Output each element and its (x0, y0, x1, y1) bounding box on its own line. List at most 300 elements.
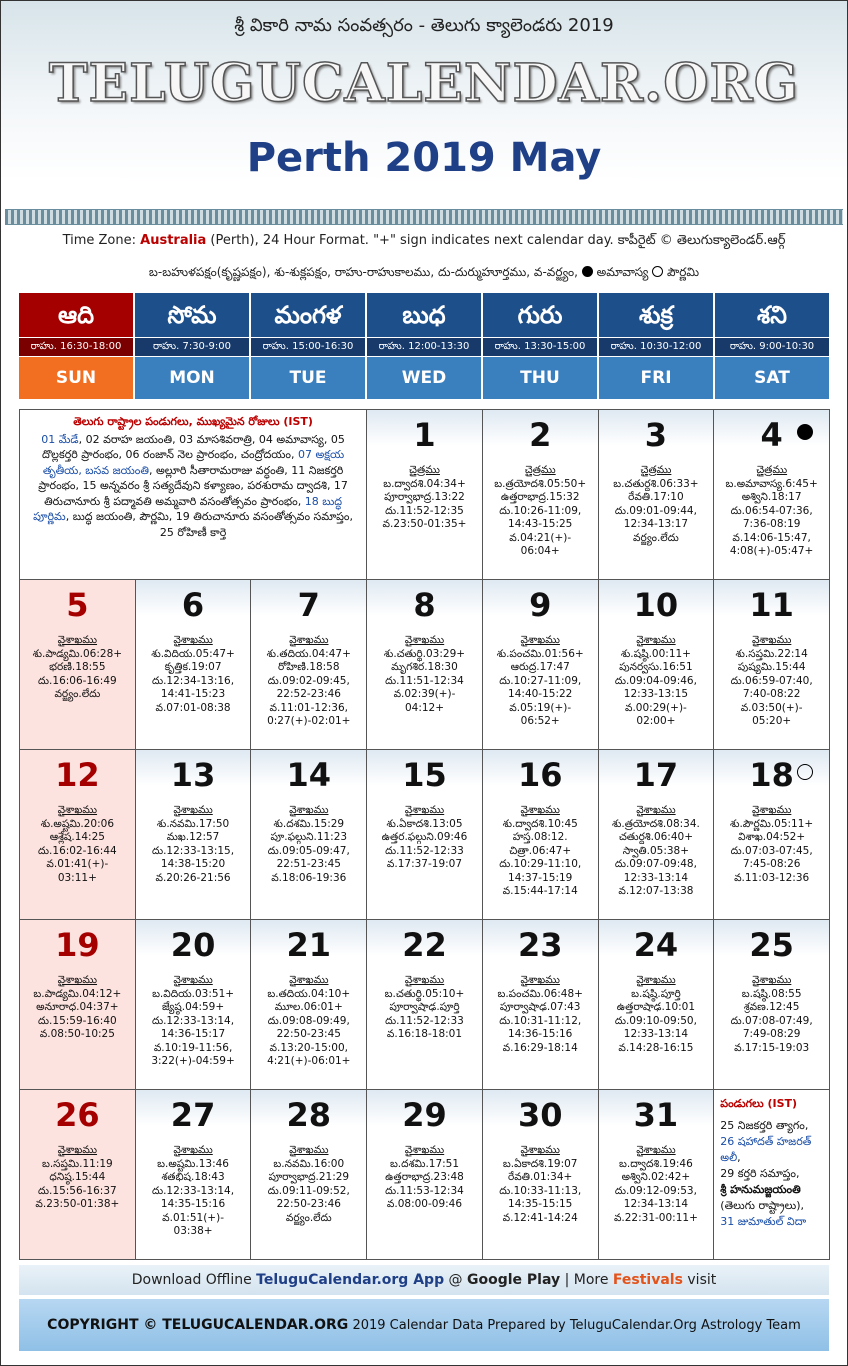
panchang-line: కృత్తిక.19:07 (164, 661, 222, 673)
panchang-info (138, 974, 249, 1069)
day-number: 15 (402, 756, 447, 794)
panchang-info (253, 1144, 364, 1225)
day-cell[interactable] (136, 750, 252, 920)
side-festival-item: (తెలుగు రాష్ట్రాలు), (720, 1199, 804, 1212)
panchang-line: శు.విదియ.05:47+ (151, 647, 235, 660)
day-cell[interactable] (367, 750, 483, 920)
day-cell[interactable] (251, 580, 367, 750)
day-number: 27 (170, 1096, 216, 1134)
panchang-line: దు.09:05-09:47, (267, 844, 350, 857)
panchang-line: 7:36-08:19 (742, 518, 801, 530)
month-name: వైశాఖము (289, 634, 329, 646)
day-cell[interactable] (136, 920, 252, 1090)
day-number: 7 (297, 586, 320, 624)
panchang-line: దు.11:53-12:34 (385, 1184, 464, 1197)
panchang-line: ఉత్తరాభాద్ర.23:48 (385, 1171, 464, 1183)
panchang-line: 03:11+ (57, 871, 97, 884)
side-festival-item: శ్రీ హనుమజ్జయంతి (720, 1183, 801, 1196)
day-cell[interactable] (714, 580, 830, 750)
panchang-line: 4:08(+)-05:47+ (729, 545, 814, 557)
legend-purnima: పౌర్ణమి (667, 265, 700, 279)
day-cell[interactable] (483, 580, 599, 750)
panchang-line: జ్యేష్ఠ.04:59+ (161, 1001, 225, 1013)
download-banner (19, 1265, 829, 1295)
footer-text: Download Offline (131, 1272, 257, 1288)
panchang-line: అశ్విని.02:42+ (621, 1171, 691, 1183)
panchang-line: బ.చతుర్దశి.06:33+ (613, 477, 699, 490)
credit-text: 2019 Calendar Data Prepared by TeluguCalendar.Org Astrology Team (348, 1318, 801, 1333)
panchang-line: 22:50-23:46 (276, 1198, 341, 1210)
day-cell[interactable] (599, 410, 715, 580)
panchang-line: చతుర్దశి.06:40+ (618, 831, 694, 843)
panchang-line: వ.11:01-12:36, (269, 701, 348, 714)
panchang-line: శు.చతుర్థి.03:29+ (383, 647, 466, 660)
full-moon-icon (797, 764, 813, 783)
panchang-line: 03:38+ (173, 1225, 213, 1237)
day-number: 26 (55, 1096, 100, 1134)
panchang-line: వర్జ్యం.లేదు (633, 531, 679, 544)
day-cell[interactable] (714, 920, 830, 1090)
day-number: 4 (760, 416, 783, 454)
panchang-line: దు.07:08-07:49, (730, 1014, 813, 1027)
festival-link[interactable]: 18 బుద్ధ పూర్ణిమ (33, 494, 343, 523)
panchang-line: దు.16:02-16:44 (38, 844, 117, 857)
panchang-line: దు.09:04-09:46, (614, 674, 697, 687)
panchang-line: దు.09:01-09:44, (614, 504, 697, 517)
app-link[interactable]: TeluguCalendar.org App (256, 1272, 445, 1288)
day-number: 22 (402, 926, 447, 964)
panchang-line: 7:40-08:22 (742, 688, 801, 700)
day-number: 14 (286, 756, 332, 794)
panchang-line: 12:34-13:14 (623, 1198, 689, 1210)
month-name: వైశాఖము (751, 974, 792, 986)
weekday-sat (715, 293, 829, 401)
day-cell[interactable] (20, 920, 136, 1090)
panchang-line: 14:40-15:22 (508, 688, 573, 700)
day-cell[interactable] (599, 580, 715, 750)
day-cell[interactable] (367, 1090, 483, 1260)
month-name: వైశాఖము (636, 634, 676, 646)
side-festival-sep: , (737, 1151, 741, 1164)
panchang-line: శు.ద్వాదశి.10:45 (502, 817, 578, 830)
festivals-box (20, 410, 367, 580)
tz-rest: (Perth), 24 Hour Format. "+" sign indicates next calendar day. కాపీరైట్ © తెలుగుక్యాలెండర్.ఆర్గ్ (206, 233, 786, 248)
panchang-line: హస్త.08:12. (512, 831, 568, 843)
footer-text: @ (444, 1272, 467, 1288)
panchang-line: దు.09:02-09:45, (267, 674, 350, 687)
weekday-telugu: బుధ (367, 293, 481, 337)
panchang-line: శు.అష్టమి.20:06 (40, 817, 115, 830)
panchang-info (716, 974, 827, 1055)
day-cell[interactable] (599, 920, 715, 1090)
month-name: వైశాఖము (520, 1144, 560, 1156)
weekday-rahu: రాహు. 15:00-16:30 (251, 338, 365, 356)
panchang-line: 02:00+ (636, 715, 676, 727)
panchang-line: ఆశ్లేష.14:25 (49, 831, 105, 843)
panchang-line: 12:33-13:14 (623, 871, 689, 884)
day-cell[interactable] (136, 580, 252, 750)
panchang-line: పూర్వాషాఢ.07:43 (499, 1001, 581, 1013)
panchang-line: మూల.06:01+ (274, 1001, 343, 1013)
day-number: 18 (749, 756, 794, 794)
panchang-line: దు.10:33-11:13, (499, 1184, 582, 1197)
panchang-line: వ.10:19-11:56, (153, 1041, 233, 1054)
panchang-line: వ.12:41-14:24 (502, 1211, 578, 1224)
month-name: వైశాఖము (520, 634, 560, 646)
panchang-line: దు.09:10-09:50, (614, 1014, 697, 1027)
panchang-line: వ.08:50-10:25 (39, 1028, 115, 1040)
panchang-line: వర్జ్యం.లేదు (54, 688, 101, 700)
panchang-line: శు.పౌర్ణమి.05:11+ (730, 817, 814, 830)
day-number: 9 (529, 586, 552, 624)
weekday-telugu: శుక్ర (599, 293, 713, 337)
panchang-line: బ.షష్ఠి.పూర్తి (631, 987, 681, 1000)
panchang-line: బ.నవమి.16:00 (273, 1157, 345, 1170)
panchang-line: ధనిష్ఠ.15:44 (49, 1171, 106, 1183)
calendar-grid (19, 409, 830, 1260)
samvatsaram-line: శ్రీ వికారి నామ సంవత్సరం - తెలుగు క్యాలెండరు 2019 (234, 15, 614, 36)
day-number: 23 (517, 926, 563, 964)
day-number: 29 (402, 1096, 447, 1134)
panchang-line: వ.16:29-18:14 (502, 1041, 578, 1054)
panchang-line: దు.11:52-12:35 (385, 504, 464, 517)
weekday-sun (19, 293, 133, 401)
panchang-line: 4:21(+)-06:01+ (267, 1055, 351, 1067)
month-name: వైశాఖము (289, 804, 329, 816)
day-number: 8 (413, 586, 436, 624)
panchang-line: శు.పంచమి.01:56+ (496, 647, 584, 660)
day-number: 20 (170, 926, 216, 964)
month-name: వైశాఖము (289, 1144, 329, 1156)
panchang-line: వ.12:07-13:38 (618, 885, 694, 897)
weekday-telugu: శని (715, 293, 829, 337)
panchang-line: వ.13:20-15:00, (269, 1041, 348, 1054)
side-festival-item: 29 కర్తరి సమాప్తం, (720, 1167, 800, 1180)
day-number: 10 (633, 586, 679, 624)
panchang-line: ఉత్తరాషాఢ.10:01 (616, 1001, 696, 1013)
day-cell[interactable] (483, 410, 599, 580)
month-name: వైశాఖము (173, 1144, 213, 1156)
day-cell[interactable] (251, 920, 367, 1090)
panchang-info (716, 634, 827, 729)
panchang-info (485, 1144, 596, 1225)
panchang-line: దు.11:52-12:33 (385, 1014, 464, 1027)
panchang-line: శు.సప్తమి.22:14 (735, 647, 808, 660)
day-cell[interactable] (599, 750, 715, 920)
panchang-line: శు.ఏకాదశి.13:05 (386, 817, 463, 830)
day-cell[interactable] (136, 1090, 252, 1260)
panchang-line: మఖ.12:57 (166, 831, 220, 843)
day-cell[interactable] (599, 1090, 715, 1260)
panchang-line: వ.14:28-16:15 (618, 1041, 694, 1054)
panchang-info (485, 974, 596, 1055)
panchang-line: రేవతి.01:34+ (508, 1171, 573, 1183)
panchang-line: దు.11:51-12:34 (385, 674, 464, 687)
weekday-english: SAT (715, 357, 829, 399)
weekday-fri (599, 293, 713, 401)
abbreviation-legend (1, 265, 847, 282)
panchang-line: వ.02:39(+)- (393, 688, 456, 700)
side-festival-item: 25 నిజకర్తరి త్యాగం, (720, 1119, 809, 1132)
panchang-line: పుష్యమి.15:44 (737, 661, 806, 673)
panchang-info (601, 634, 712, 729)
panchang-line: 05:20+ (752, 715, 792, 727)
panchang-line: ఉత్తరాభాద్ర.15:32 (500, 491, 580, 503)
panchang-line: శు.పాడ్యమి.06:28+ (32, 647, 123, 660)
panchang-line: స్వాతి.05:38+ (622, 844, 690, 857)
month-name: చైత్రము (524, 464, 556, 476)
month-name: వైశాఖము (404, 1144, 445, 1156)
panchang-line: 12:33-13:14 (623, 1028, 689, 1040)
site-logo[interactable]: TELUGUCALENDAR.ORG (48, 53, 800, 114)
day-cell[interactable] (483, 1090, 599, 1260)
panchang-info (22, 804, 133, 885)
panchang-line: దు.12:33-13:14, (152, 1014, 235, 1027)
panchang-line: దు.09:08-09:49, (267, 1014, 350, 1027)
timezone-line (1, 233, 847, 251)
panchang-line: దు.12:33-13:14, (152, 1184, 235, 1197)
day-cell[interactable] (251, 1090, 367, 1260)
weekday-tue (251, 293, 365, 401)
panchang-line: దు.10:29-11:10, (499, 858, 582, 870)
day-cell[interactable] (251, 750, 367, 920)
month-name: వైశాఖము (173, 634, 213, 646)
panchang-line: దు.10:31-11:12, (499, 1014, 582, 1027)
panchang-line: అశ్విని.18:17 (741, 491, 802, 503)
panchang-line: 7:45-08:26 (742, 858, 801, 870)
panchang-info (369, 974, 480, 1042)
panchang-line: 0:27(+)-02:01+ (267, 715, 351, 727)
panchang-line: వర్జ్యం.లేదు (285, 1211, 332, 1224)
weekday-telugu: గురు (483, 293, 597, 337)
day-number: 5 (66, 586, 89, 624)
panchang-line: దు.15:59-16:40 (38, 1014, 117, 1027)
panchang-line: బ.అమావాస్య.6:45+ (725, 477, 818, 490)
weekday-rahu: రాహు. 10:30-12:00 (599, 338, 713, 356)
panchang-line: 22:51-23:45 (276, 858, 341, 870)
month-name: చైత్రము (640, 464, 672, 476)
weekday-thu (483, 293, 597, 401)
panchang-line: వ.17:15-19:03 (734, 1041, 810, 1054)
panchang-line: రోహిణి.18:58 (278, 661, 340, 673)
panchang-line: దు.06:59-07:40, (730, 674, 813, 687)
day-cell[interactable] (20, 750, 136, 920)
day-number: 2 (529, 416, 552, 454)
festival-link[interactable]: 01 మేడే (41, 432, 79, 446)
panchang-info (253, 974, 364, 1069)
panchang-line: బ.విదియ.03:51+ (152, 987, 235, 1000)
month-name: వైశాఖము (520, 974, 560, 986)
month-name: వైశాఖము (57, 1144, 98, 1156)
weekday-telugu: ఆది (19, 293, 133, 337)
month-name: వైశాఖము (636, 1144, 676, 1156)
weekday-rahu: రాహు. 7:30-9:00 (135, 338, 249, 356)
weekday-mon (135, 293, 249, 401)
month-name: చైత్రము (756, 464, 788, 476)
month-name: వైశాఖము (57, 974, 98, 986)
day-number: 17 (633, 756, 679, 794)
new-moon-icon (582, 266, 593, 277)
panchang-line: బ.దశమి.17:51 (389, 1157, 460, 1170)
side-festivals-title: పండుగలు (IST) (720, 1097, 798, 1110)
panchang-info (138, 1144, 249, 1239)
panchang-info (369, 1144, 480, 1212)
panchang-line: 14:38-15:20 (160, 858, 226, 870)
panchang-line: వ.17:37-19:07 (386, 858, 463, 870)
festival-text: , బుద్ధ జయంతి, పౌర్ణమి, 19 తిరుచానూరు వసంతోత్సవం సమాప్తం, 25 రోహిణీ కార్తె (65, 510, 353, 539)
day-number: 13 (170, 756, 216, 794)
panchang-line: 06:52+ (520, 715, 560, 727)
panchang-line: దు.15:56-16:37 (38, 1184, 117, 1197)
panchang-info (253, 634, 364, 729)
month-name: వైశాఖము (520, 804, 560, 816)
legend-amavasya: అమావాస్య (596, 265, 649, 279)
panchang-line: వ.04:21(+)- (509, 531, 572, 544)
panchang-line: వ.23:50-01:38+ (35, 1198, 120, 1210)
day-cell[interactable] (20, 1090, 136, 1260)
day-number: 24 (633, 926, 679, 964)
day-cell[interactable] (714, 410, 830, 580)
day-number: 6 (181, 586, 205, 624)
panchang-line: పునర్వసు.16:51 (619, 661, 693, 673)
panchang-line: బ.చతుర్థి.05:10+ (384, 987, 465, 1000)
panchang-line: పూ.ఫల్గుని.11:23 (270, 831, 348, 843)
google-play-link[interactable]: Google Play (467, 1272, 561, 1288)
panchang-line: పూర్వాభాద్ర.13:22 (384, 491, 465, 503)
festival-text: , 02 వరాహ జయంతి, 03 మాసశివరాత్రి, 04 అమావాస్య, 05 దొల్లకర్తరి ప్రారంభం, 06 రంజాన్ నెల ప్రారంభం, చంద్రోదయం, (41, 432, 345, 461)
panchang-line: 14:36-15:17 (160, 1028, 226, 1040)
panchang-info (485, 804, 596, 899)
panchang-line: దు.10:27-11:09, (499, 674, 582, 687)
month-name: వైశాఖము (751, 634, 792, 646)
day-number: 25 (749, 926, 794, 964)
panchang-line: వ.15:44-17:14 (502, 885, 578, 897)
panchang-line: 12:34-13:17 (623, 518, 689, 530)
day-number: 16 (517, 756, 563, 794)
weekday-english: FRI (599, 357, 713, 399)
panchang-info (601, 804, 712, 899)
weekday-english: THU (483, 357, 597, 399)
panchang-line: వ.08:00-09:46 (386, 1198, 463, 1210)
panchang-line: చిత్రా.06:47+ (509, 844, 572, 857)
panchang-line: దు.07:03-07:45, (730, 844, 813, 857)
side-festival-item (720, 1134, 823, 1166)
panchang-line: శు.షష్ఠి.00:11+ (620, 647, 691, 660)
side-festival-link[interactable]: 31 జుమాతుల్ విదా (720, 1215, 807, 1228)
day-cell[interactable] (367, 410, 483, 580)
weekday-telugu: మంగళ (251, 293, 365, 337)
panchang-line: బ.అష్టమి.13:46 (157, 1157, 229, 1170)
day-cell[interactable] (714, 750, 830, 920)
panchang-line: దు.10:26-11:09, (499, 504, 582, 517)
panchang-line: 14:36-15:16 (508, 1028, 573, 1040)
copyright-bar (19, 1299, 829, 1351)
panchang-line: బ.తదియ.04:10+ (267, 987, 351, 1000)
panchang-line: వ.20:26-21:56 (155, 871, 231, 884)
full-moon-icon (652, 266, 663, 277)
side-festivals-box (714, 1090, 830, 1260)
panchang-info (601, 464, 712, 545)
panchang-line: దు.16:06-16:49 (38, 674, 117, 687)
weekday-rahu: రాహు. 9:00-10:30 (715, 338, 829, 356)
month-name: వైశాఖము (57, 804, 98, 816)
panchang-line: వ.11:03-12:36 (734, 871, 810, 884)
festival-text: , అల్లూరి సీతారామరాజు వర్ధంతి, 11 నిజకర్తరి ప్రారంభం, 15 అన్నవరం శ్రీ సత్యదేవుని కళ్యాణం, పరశురామ ద్వాదశి, 17 తిరుచానూరు శ్రీ పద్మావతి అమ్మవారి వసంతోత్సవం ప్రారంభం, (38, 463, 348, 508)
panchang-line: 3:22(+)-04:59+ (151, 1055, 235, 1067)
day-cell[interactable] (20, 580, 136, 750)
panchang-line: బ.ద్వాదశి.04:34+ (383, 477, 466, 490)
panchang-line: విశాఖ.04:52+ (738, 831, 806, 843)
panchang-line: బ.సప్తమి.11:19 (41, 1157, 113, 1170)
panchang-line: బ.షష్ఠి.08:55 (741, 987, 802, 1000)
month-name: వైశాఖము (751, 804, 792, 816)
panchang-line: పూర్వాభాద్ర.21:29 (268, 1171, 350, 1183)
day-number: 1 (413, 416, 436, 454)
panchang-line: బ.పాడ్యమి.04:12+ (33, 987, 122, 1000)
panchang-line: వ.01:51(+)- (162, 1211, 224, 1224)
panchang-line: ఉత్తర.ఫల్గుని.09:46 (381, 831, 468, 843)
month-name: వైశాఖము (636, 804, 676, 816)
day-number: 11 (749, 586, 794, 624)
month-name: వైశాఖము (404, 974, 445, 986)
panchang-line: వ.16:18-18:01 (386, 1028, 463, 1040)
panchang-line: వ.00:29(+)- (625, 701, 687, 714)
day-cell[interactable] (367, 920, 483, 1090)
panchang-line: 14:41-15:23 (160, 688, 226, 700)
month-name: వైశాఖము (404, 804, 445, 816)
day-cell[interactable] (483, 750, 599, 920)
panchang-info (138, 634, 249, 715)
festivals-link[interactable]: Festivals (612, 1272, 683, 1288)
panchang-line: శు.తదియ.04:47+ (266, 647, 351, 660)
panchang-line: రేవతి.17:10 (628, 491, 684, 503)
weekday-telugu: సోమ (135, 293, 249, 337)
legend-text: బ-బహుళపక్షం(కృష్ణపక్షం), శు-శుక్లపక్షం, రాహు-రాహుకాలము, దు-దుర్ముహూర్తము, వ-వర్జ్యం, (148, 265, 578, 279)
panchang-info (601, 1144, 712, 1225)
panchang-line: వ.03:50(+)- (740, 701, 803, 714)
panchang-info (253, 804, 364, 885)
panchang-line: దు.12:33-13:15, (152, 844, 235, 857)
festivals-title: తెలుగు రాష్ట్రాల పండుగలు, ముఖ్యమైన రోజులు (IST) (73, 415, 313, 428)
panchang-line: మృగశిర.18:30 (391, 661, 458, 673)
panchang-line: దు.11:52-12:33 (385, 844, 464, 857)
tz-country: Australia (140, 233, 207, 248)
day-cell[interactable] (367, 580, 483, 750)
day-cell[interactable] (483, 920, 599, 1090)
panchang-line: బ.త్రయోదశి.05:50+ (494, 477, 587, 490)
panchang-info (369, 634, 480, 715)
weekday-wed (367, 293, 481, 401)
festival-link[interactable]: 07 అక్షయ తృతీయ, బసవ జయంతి (42, 448, 345, 477)
panchang-line: ఆరుద్ర.17:47 (510, 661, 570, 673)
footer-text: | More (560, 1272, 613, 1288)
weekday-rahu: రాహు. 12:00-13:30 (367, 338, 481, 356)
weekday-rahu: రాహు. 13:30-15:00 (483, 338, 597, 356)
month-name: వైశాఖము (636, 974, 676, 986)
panchang-line: శతభిష.18:43 (161, 1171, 225, 1183)
new-moon-icon (797, 424, 813, 443)
panchang-line: బ.ద్వాదశి.19:46 (619, 1157, 693, 1170)
side-festival-link[interactable]: 26 షహాదత్ హజరత్ అలీ (720, 1135, 812, 1164)
panchang-line: శు.దశమి.15:29 (273, 817, 345, 830)
panchang-info (22, 634, 133, 702)
day-number: 30 (517, 1096, 563, 1134)
weekday-rahu: రాహు. 16:30-18:00 (19, 338, 133, 356)
panchang-line: శ్రవణ.12:45 (743, 1001, 800, 1013)
day-number: 31 (633, 1096, 679, 1134)
panchang-info (369, 804, 480, 872)
panchang-info (22, 1144, 133, 1212)
